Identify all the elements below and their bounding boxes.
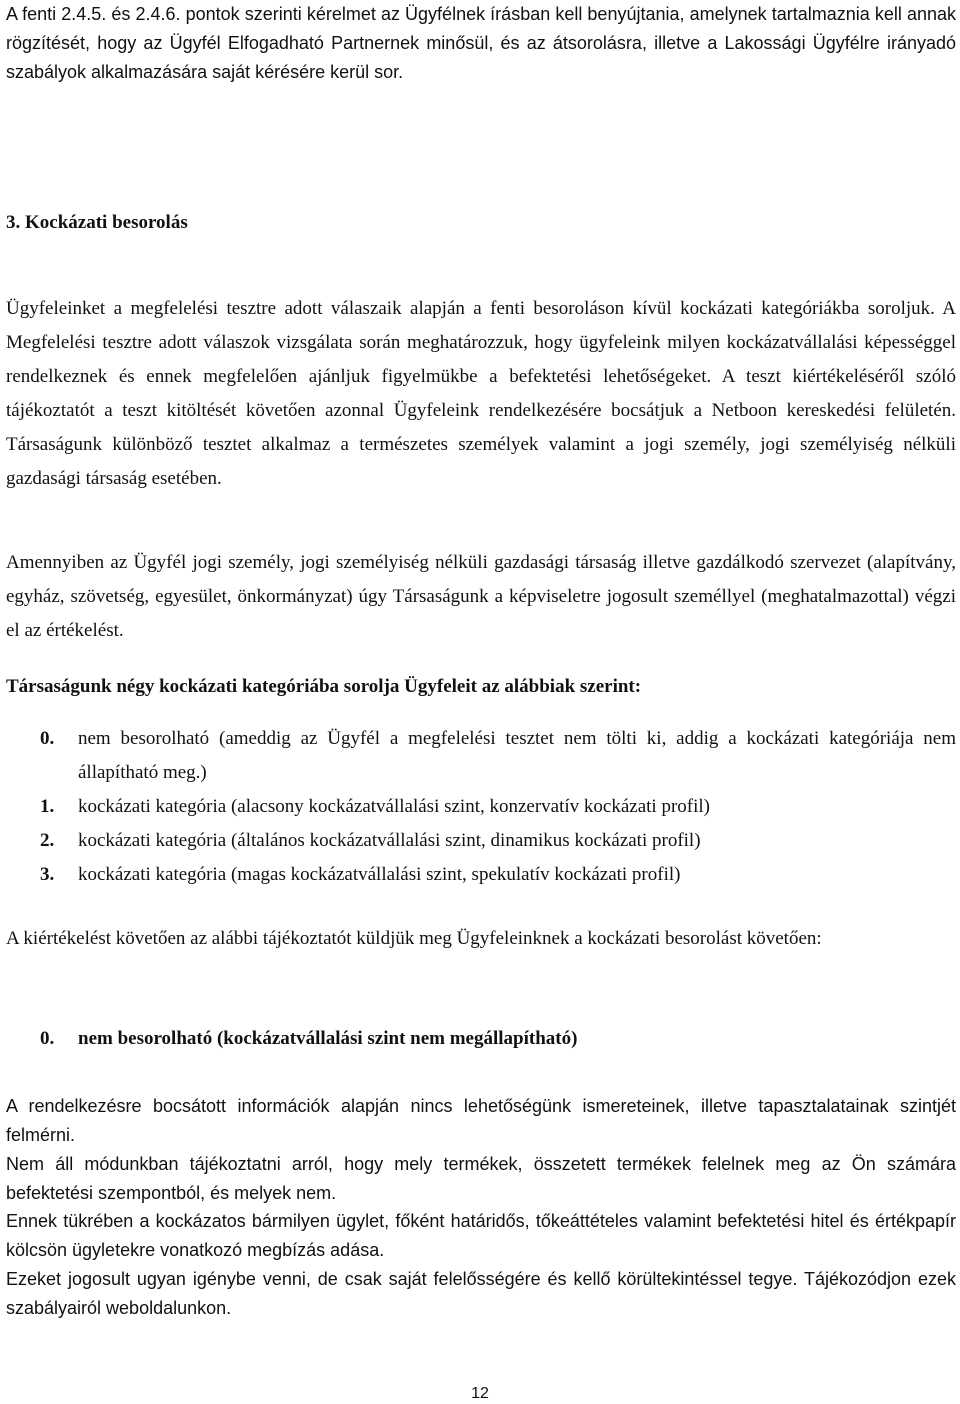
- evaluation-paragraph: A kiértékelést követően az alábbi tájékoztatót küldjük meg Ügyfeleinknek a kockázati besorolást követően:: [6, 928, 822, 949]
- categories-heading: Társaságunk négy kockázati kategóriába sorolja Ügyfeleit az alábbiak szerint:: [6, 676, 642, 697]
- list-item-number: 1.: [40, 796, 55, 817]
- list-item-number: 2.: [40, 830, 55, 851]
- subsection-number: 0.: [40, 1028, 55, 1049]
- list-item-text: kockázati kategória (alacsony kockázatvállalási szint, konzervatív kockázati profil): [78, 796, 710, 817]
- list-item: [40, 722, 956, 790]
- section-heading: [6, 206, 188, 240]
- list-item-text: nem besorolható (ameddig az Ügyfél a megfelelési tesztet nem tölti ki, addig a kockázati kategóriája nem állapítható meg.): [78, 728, 956, 783]
- legal-entity-paragraph: Amennyiben az Ügyfél jogi személy, jogi személyiség nélküli gazdasági társaság illetve gazdálkodó szervezet (alapítvány, egyház, szövetség, egyesület, önkormányzat) úgy Társaságunk a képviseletre jogosult személlyel (meghatalmazottal) végzi el az értékelést.: [6, 552, 956, 641]
- list-item: [40, 858, 956, 892]
- list-item-number: 0.: [40, 728, 55, 749]
- intro-paragraph: A fenti 2.4.5. és 2.4.6. pontok szerinti kérelmet az Ügyfélnek írásban kell benyújtania, amelynek tartalmaznia kell annak rögzítését, hogy az Ügyfél Elfogadható Partnernek minősül, és az átsorolásra, illetve a Lakossági Ügyfélre irányadó szabályok alkalmazására saját kérésére kerül sor.: [6, 4, 956, 82]
- subsection-title: nem besorolható (kockázatvállalási szint nem megállapítható): [78, 1028, 578, 1049]
- list-item: [40, 824, 956, 858]
- subsection-heading: [40, 1022, 577, 1056]
- list-item: [40, 790, 956, 824]
- list-item-number: 3.: [40, 864, 55, 885]
- risk-paragraph: Ügyfeleinket a megfelelési tesztre adott válaszaik alapján a fenti besoroláson kívül kockázati kategóriákba soroljuk. A Megfelelési tesztre adott válaszok vizsgálata során meghatározzuk, hogy ügyfeleink milyen kockázatvállalási képességgel rendelkeznek és ennek megfelelően ajánljuk figyelmükbe a befektetési lehetőségeket. A teszt kiértékeléséről szóló tájékoztatót a teszt kitöltését követően azonnal Ügyfeleink rendelkezésére bocsátjuk a Netboon kereskedési felületén. Társaságunk különböző tesztet alkalmaz a természetes személyek valamint a jogi személy, jogi személyiség nélküli gazdasági társaság esetében.: [6, 298, 956, 489]
- list-item-text: kockázati kategória (magas kockázatvállalási szint, spekulatív kockázati profil): [78, 864, 681, 885]
- info-line: Ennek tükrében a kockázatos bármilyen ügylet, főként határidős, tőkeáttételes valamint befektetési hitel és értékpapír kölcsön ügyletekre vonatkozó megbízás adása.: [6, 1211, 956, 1260]
- list-item-text: kockázati kategória (általános kockázatvállalási szint, dinamikus kockázati profil): [78, 830, 701, 851]
- section-title: Kockázati besorolás: [25, 212, 188, 233]
- section-number: 3.: [6, 212, 21, 233]
- info-line: Nem áll módunkban tájékoztatni arról, hogy mely termékek, összetett termékek felelnek meg az Ön számára befektetési szempontból, és melyek nem.: [6, 1154, 956, 1203]
- category-list: [40, 722, 956, 892]
- info-line: Ezeket jogosult ugyan igénybe venni, de csak saját felelősségére és kellő körültekintéssel tegye. Tájékozódjon ezek szabályairól weboldalunkon.: [6, 1269, 956, 1318]
- document-page: [6, 0, 956, 1404]
- page-number: 12: [471, 1385, 489, 1402]
- info-line: A rendelkezésre bocsátott információk alapján nincs lehetőségünk ismereteinek, illetve tapasztalatainak szintjét felmérni.: [6, 1096, 956, 1145]
